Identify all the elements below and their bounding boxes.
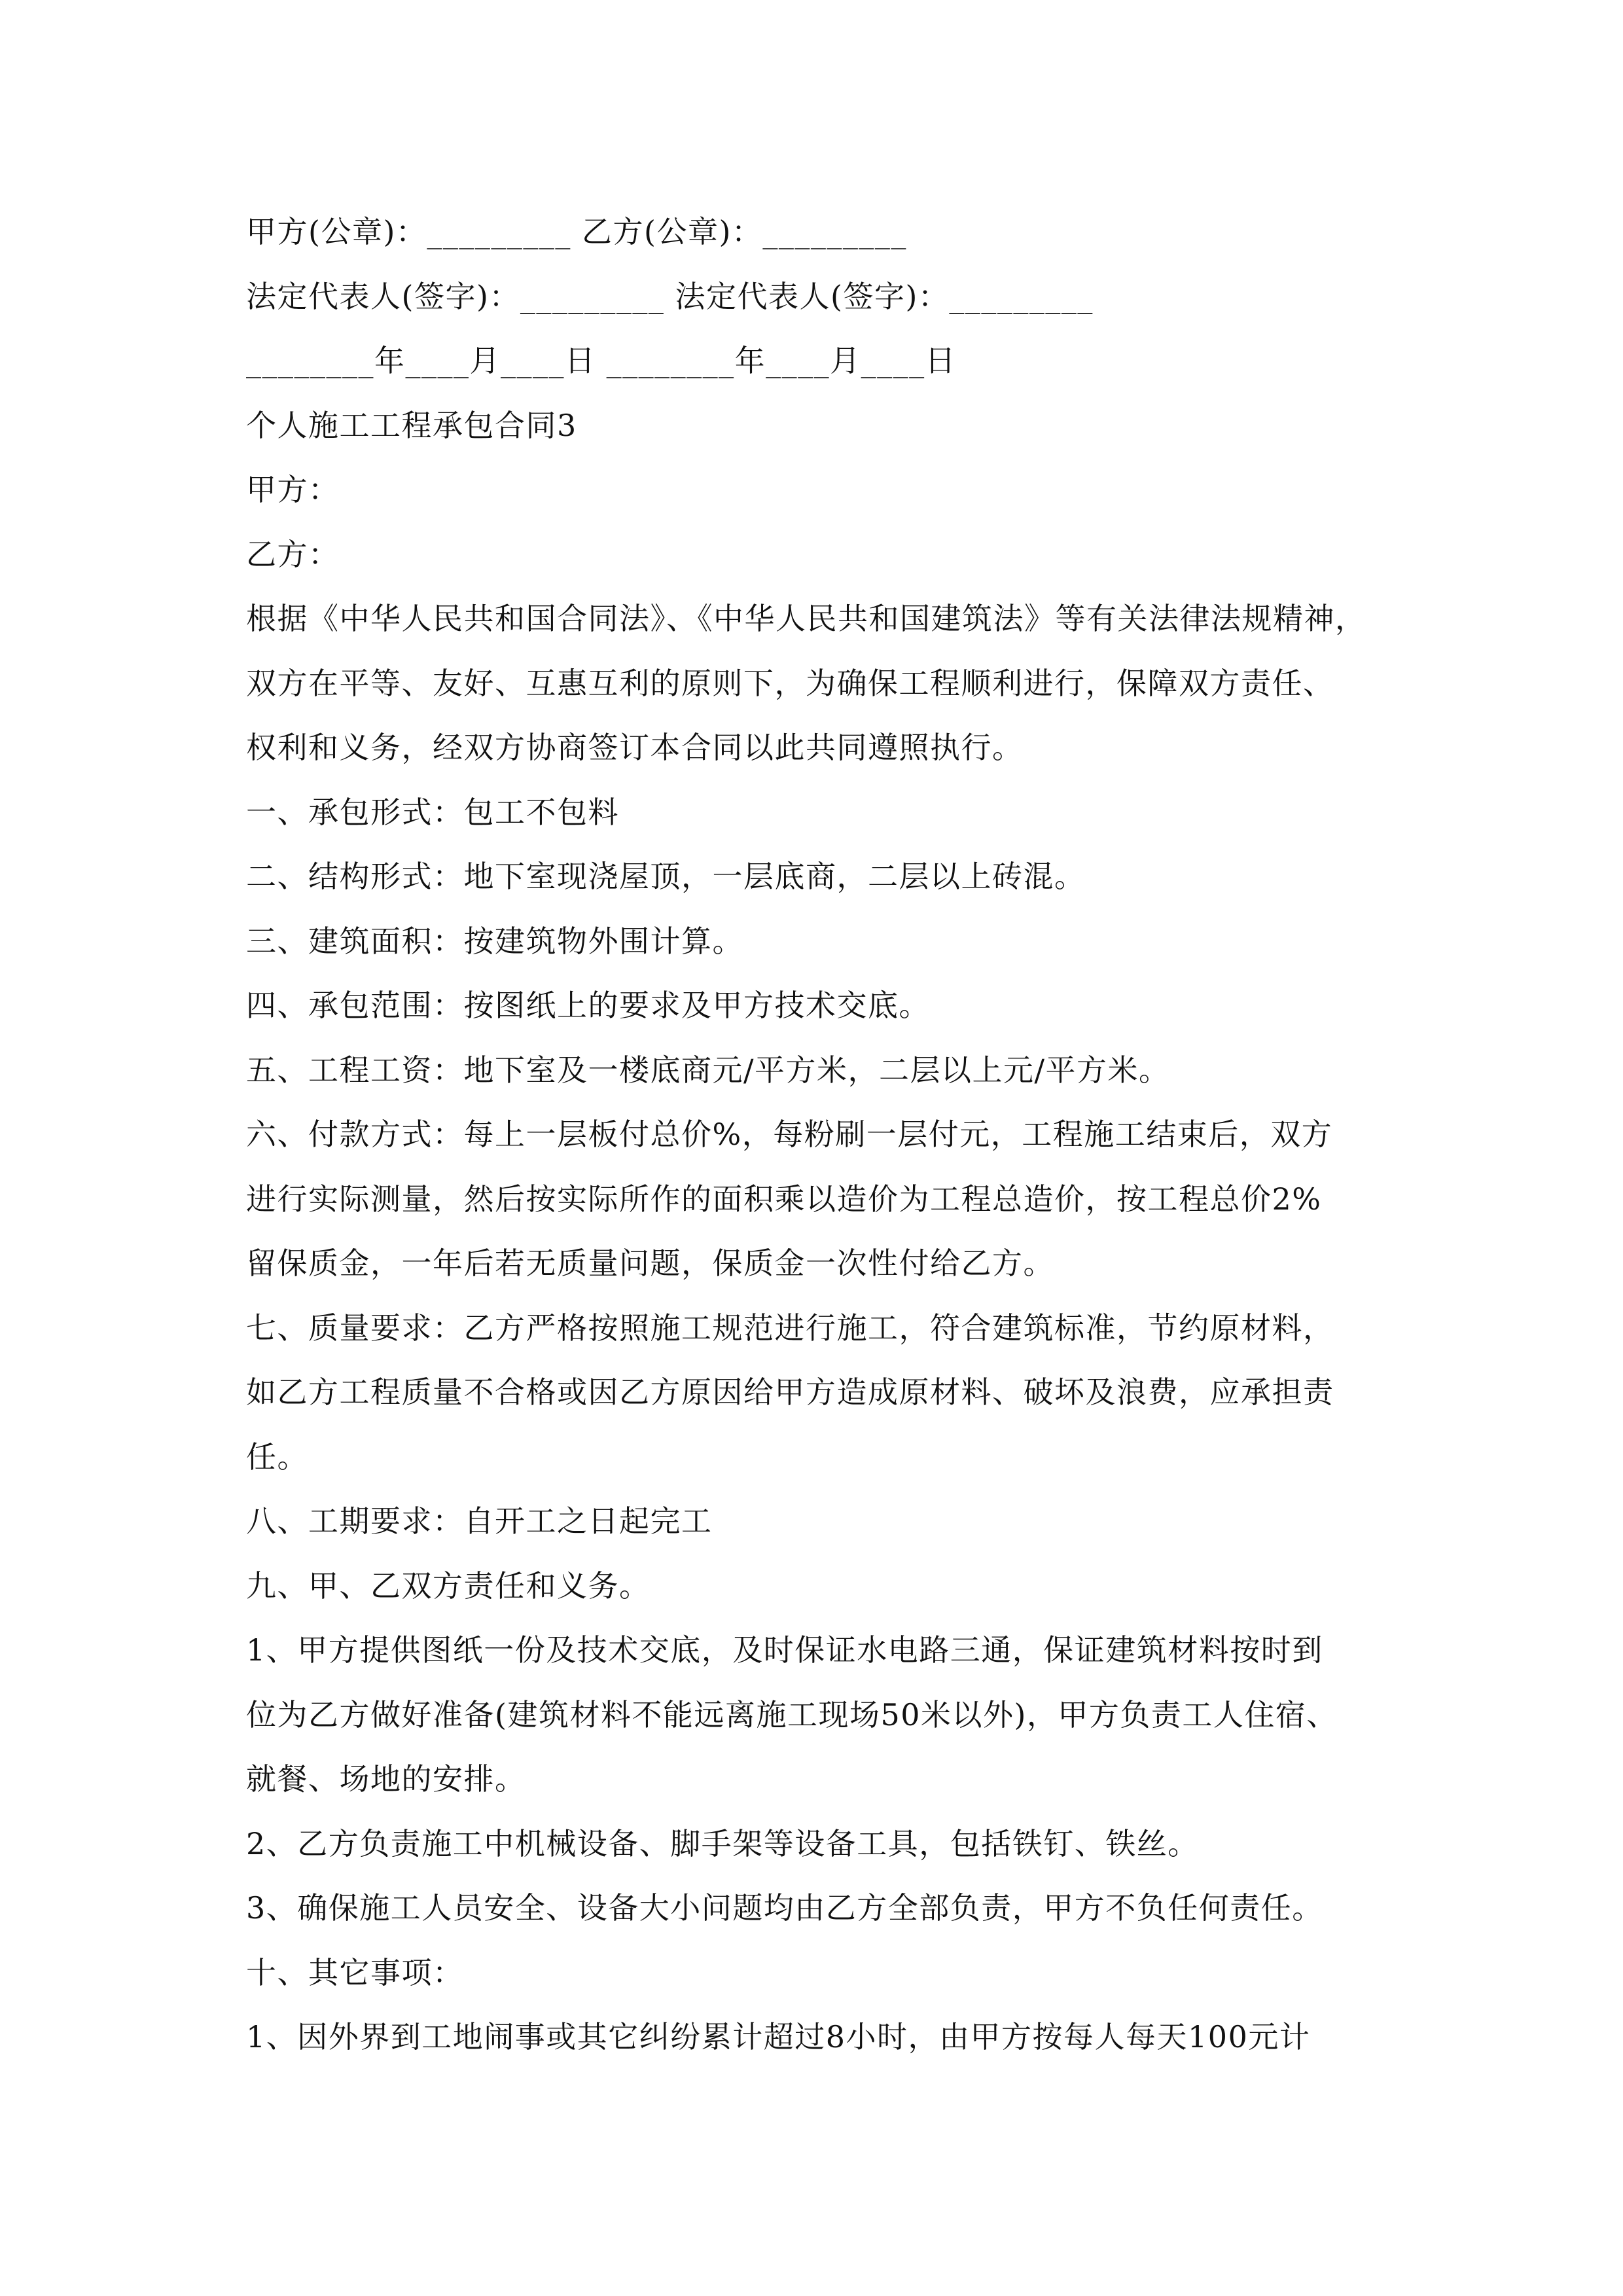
preamble-line-2: 双方在平等、友好、互惠互利的原则下，为确保工程顺利进行，保障双方责任、 [246, 665, 1334, 701]
clause-5: 五、工程工资：地下室及一楼底商元/平方米，二层以上元/平方米。 [246, 1052, 1170, 1088]
clause-10-heading: 十、其它事项： [246, 1954, 464, 1990]
preamble-line-3: 权利和义务，经双方协商签订本合同以此共同遵照执行。 [246, 730, 1024, 765]
date-line: ________年____月____日 ________年____月____日 [246, 343, 957, 378]
clause-4: 四、承包范围：按图纸上的要求及甲方技术交底。 [246, 988, 930, 1023]
clause-10-item-1: 1、因外界到工地闹事或其它纠纷累计超过8小时，由甲方按每人每天100元计 [246, 2019, 1311, 2054]
clause-9-item-2: 2、乙方负责施工中机械设备、脚手架等设备工具，包括铁钉、铁丝。 [246, 1825, 1199, 1861]
clause-6-line-2: 进行实际测量，然后按实际所作的面积乘以造价为工程总造价，按工程总价2% [246, 1181, 1322, 1217]
clause-1: 一、承包形式：包工不包料 [246, 794, 619, 830]
clause-8: 八、工期要求：自开工之日起完工 [246, 1503, 713, 1539]
party-a-label: 甲方： [246, 472, 340, 507]
clause-9-item-1-line-3: 就餐、场地的安排。 [246, 1761, 526, 1797]
clause-7-line-1: 七、质量要求：乙方严格按照施工规范进行施工，符合建筑标准，节约原材料， [246, 1310, 1334, 1346]
legal-rep-signature-line: 法定代表人(签字)：_________ 法定代表人(签字)：_________ [246, 278, 1094, 314]
clause-7-line-2: 如乙方工程质量不合格或因乙方原因给甲方造成原材料、破坏及浪费，应承担责 [246, 1374, 1334, 1410]
clause-6-line-3: 留保质金，一年后若无质量问题，保质金一次性付给乙方。 [246, 1246, 1054, 1281]
clause-9-item-1-line-2: 位为乙方做好准备(建筑材料不能远离施工现场50米以外)，甲方负责工人住宿、 [246, 1696, 1338, 1732]
clause-7-line-3: 任。 [246, 1439, 308, 1475]
clause-3: 三、建筑面积：按建筑物外围计算。 [246, 923, 743, 959]
clause-9-heading: 九、甲、乙双方责任和义务。 [246, 1568, 651, 1604]
preamble-line-1: 根据《中华人民共和国合同法》、《中华人民共和国建筑法》等有关法律法规精神， [246, 601, 1366, 636]
contract-title: 个人施工工程承包合同3 [246, 407, 577, 443]
party-b-label: 乙方： [246, 536, 340, 572]
contract-text [246, 200, 1411, 2070]
clause-6-line-1: 六、付款方式：每上一层板付总价%，每粉刷一层付元，工程施工结束后，双方 [246, 1117, 1333, 1152]
clause-2: 二、结构形式：地下室现浇屋顶，一层底商，二层以上砖混。 [246, 859, 1086, 894]
clause-9-item-1-line-1: 1、甲方提供图纸一份及技术交底，及时保证水电路三通，保证建筑材料按时到 [246, 1632, 1323, 1668]
party-a-seal-line: 甲方(公章)：_________ 乙方(公章)：_________ [246, 214, 907, 249]
clause-9-item-3: 3、确保施工人员安全、设备大小问题均由乙方全部负责，甲方不负任何责任。 [246, 1890, 1323, 1926]
